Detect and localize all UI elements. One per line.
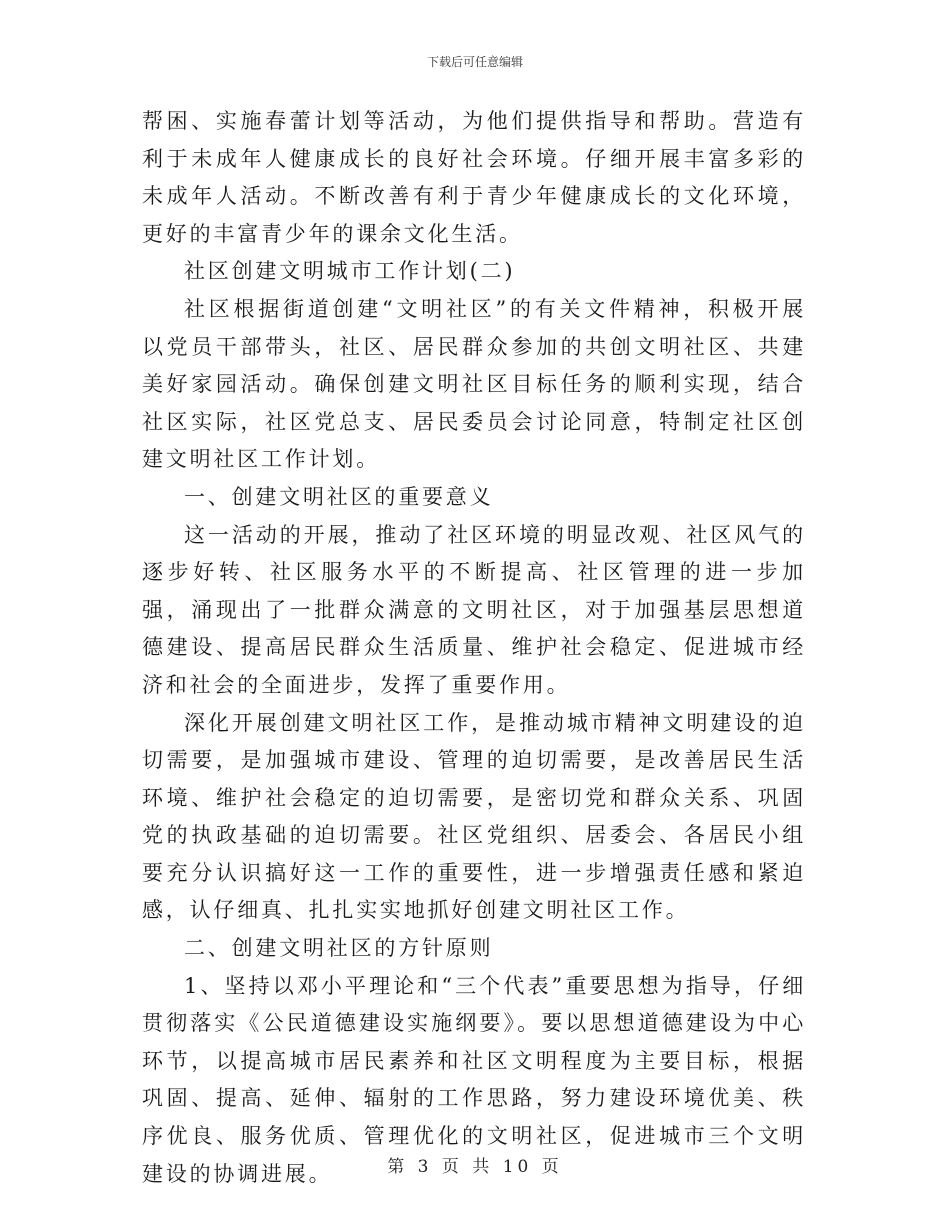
paragraph-continuation: 帮困、实施春蕾计划等活动，为他们提供指导和帮助。营造有利于未成年人健康成长的良好社会环境。仔细开展丰富多彩的未成年人活动。不断改善有利于青少年健康成长的文化环境，更好的丰富青少年的课余文化生活。 bbox=[142, 109, 806, 246]
paragraph-intro: 社区根据街道创建“文明社区”的有关文件精神，积极开展以党员干部带头，社区、居民群众参加的共创文明社区、共建美好家园活动。确保创建文明社区目标任务的顺利实现，结合社区实际，社区党总支、居民委员会讨论同意，特制定社区创建文明社区工作计划。 bbox=[142, 296, 806, 472]
paragraph-principle-1: 1、坚持以邓小平理论和“三个代表”重要思想为指导，仔细贯彻落实《公民道德建设实施纲要》。要以思想道德建设为中心环节，以提高城市居民素养和社区文明程度为主要目标，根据巩固、提高、延伸、辐射的工作思路，努力建设环境优美、秩序优良、服务优质、管理优化的文明社区，促进城市三个文明建设的协调进展。 bbox=[142, 973, 806, 1186]
page-number: 第 3 页 共 10 页 bbox=[387, 1157, 563, 1177]
paragraph-significance-2: 深化开展创建文明社区工作，是推动城市精神文明建设的迫切需要，是加强城市建设、管理的迫切需要，是改善居民生活环境、维护社会稳定的迫切需要，是密切党和群众关系、巩固党的执政基础的迫切需要。社区党组织、居委会、各居民小组要充分认识搞好这一工作的重要性，进一步增强责任感和紧迫感，认仔细真、扎扎实实地抓好创建文明社区工作。 bbox=[142, 710, 806, 923]
page-header-note: 下载后可任意编辑 bbox=[426, 55, 523, 69]
paragraph-significance-1: 这一活动的开展，推动了社区环境的明显改观、社区风气的逐步好转、社区服务水平的不断提高、社区管理的进一步加强，涌现出了一批群众满意的文明社区，对于加强基层思想道德建设、提高居民群众生活质量、维护社会稳定、促进城市经济和社会的全面进步，发挥了重要作用。 bbox=[142, 522, 806, 697]
heading-significance: 一、创建文明社区的重要意义 bbox=[184, 484, 494, 509]
document-body bbox=[142, 103, 806, 1193]
heading-principles: 二、创建文明社区的方针原则 bbox=[184, 936, 494, 961]
section-title: 社区创建文明城市工作计划(二) bbox=[184, 259, 516, 284]
